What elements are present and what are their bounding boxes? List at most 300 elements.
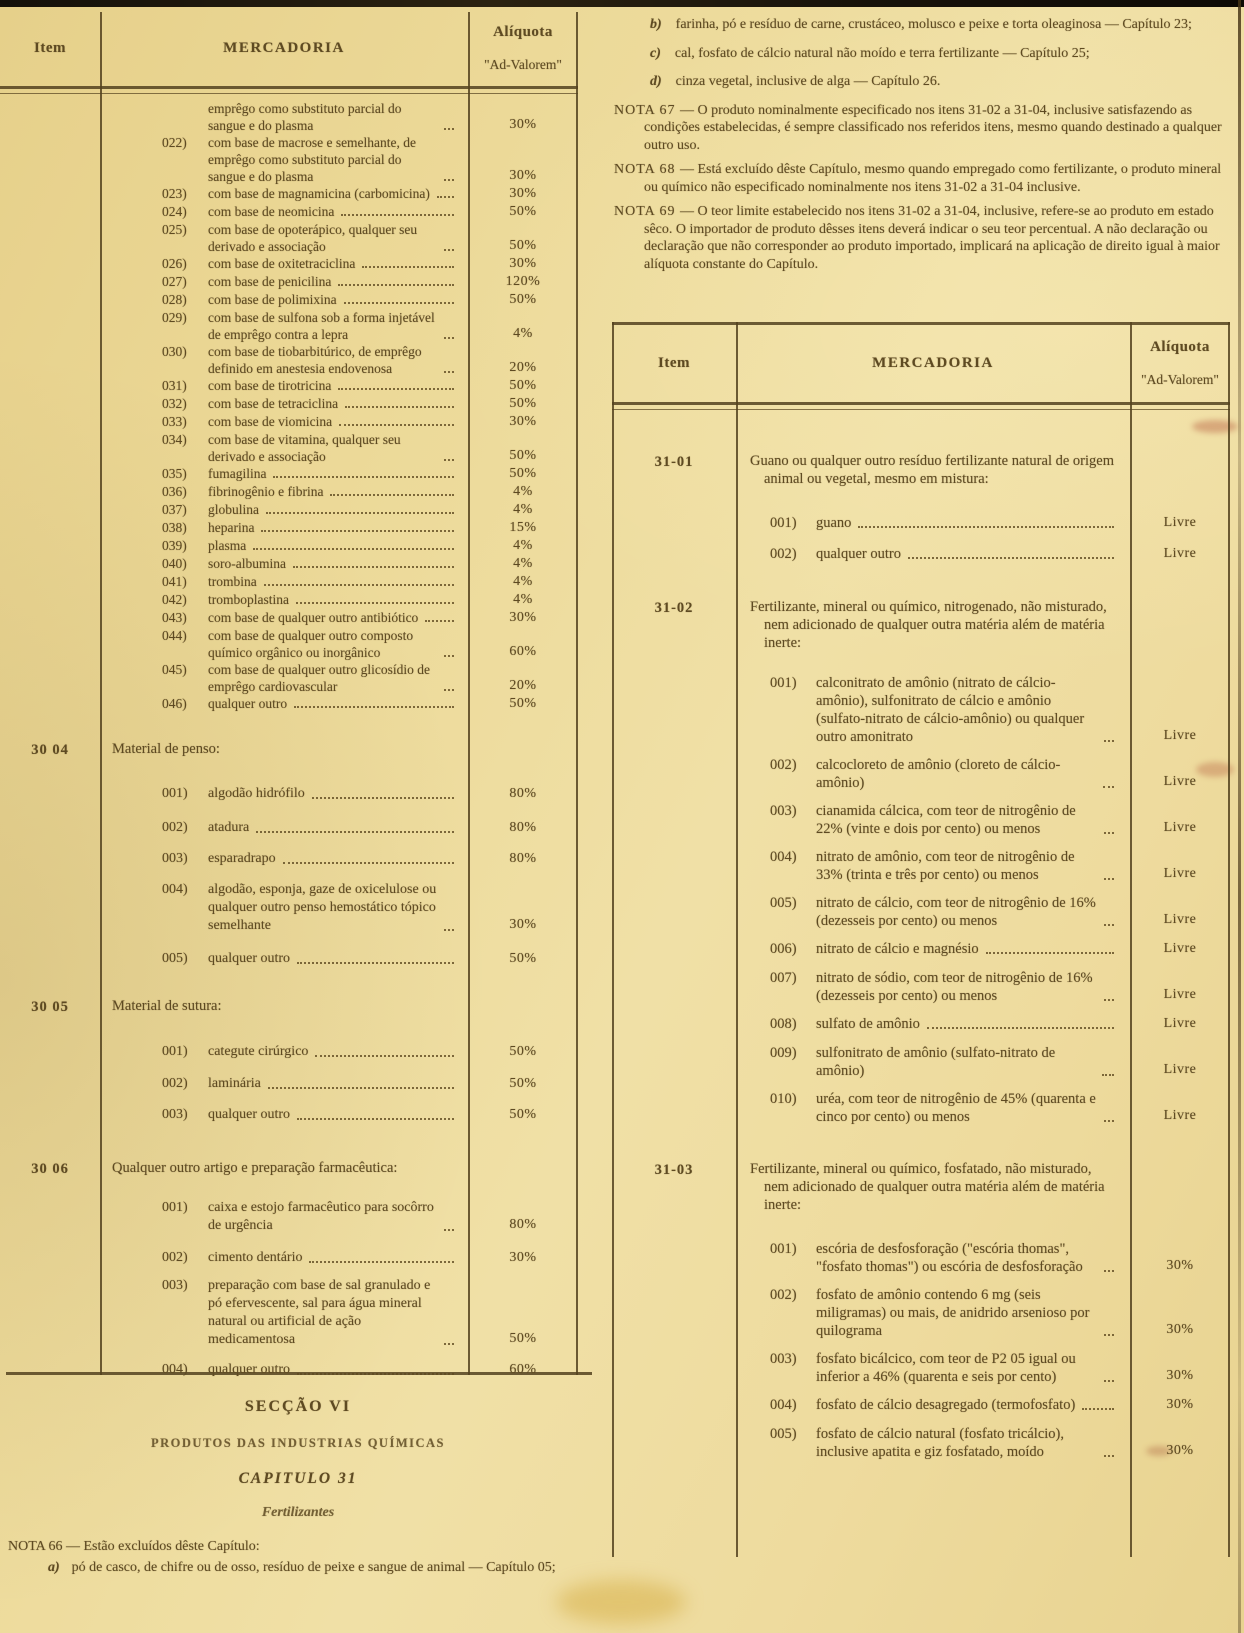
sub-item-text: Material de penso: bbox=[112, 741, 220, 757]
tariff-sub-row bbox=[0, 309, 578, 343]
right-tariff-table bbox=[612, 322, 1230, 1562]
tariff-sub-row bbox=[0, 950, 578, 969]
item-code: 30 04 bbox=[31, 742, 69, 758]
dot-leader bbox=[338, 388, 454, 390]
description-text-wrap bbox=[112, 740, 460, 758]
sub-item-number: 035) bbox=[162, 466, 187, 481]
item-description bbox=[100, 1159, 468, 1178]
sub-item-number: 026) bbox=[162, 256, 187, 271]
note-66-intro bbox=[8, 1537, 596, 1556]
dot-leader bbox=[261, 530, 454, 532]
sub-item-text: com base de sulfona sob a forma injetável de emprêgo contra a lepra bbox=[208, 310, 435, 342]
dot-leader bbox=[444, 655, 454, 657]
description-text-wrap bbox=[112, 1159, 460, 1177]
item-code bbox=[0, 309, 100, 343]
dot-leader bbox=[297, 1118, 454, 1120]
tariff-sub-row bbox=[0, 695, 578, 713]
dot-leader bbox=[1104, 1120, 1114, 1122]
nota-label: NOTA 69 bbox=[614, 204, 680, 219]
sub-item-text: fibrinogênio e fibrina bbox=[208, 484, 324, 499]
description-text-wrap bbox=[208, 221, 460, 255]
sub-item-text: Fertilizante, mineral ou químico, fosfatado, não misturado, nem adicionado de qualquer outra matéria além de matéria inerte: bbox=[750, 1161, 1105, 1213]
item-code bbox=[0, 273, 100, 291]
item-code bbox=[612, 756, 736, 792]
rate-value: 4% bbox=[513, 484, 533, 499]
tariff-sub-row bbox=[612, 674, 1230, 746]
item-description bbox=[736, 1044, 1130, 1080]
description-text-wrap bbox=[816, 894, 1120, 930]
description-text-wrap bbox=[208, 573, 460, 590]
item-description bbox=[100, 591, 468, 609]
tariff-sub-row bbox=[0, 185, 578, 203]
dot-leader bbox=[297, 962, 454, 964]
rate-value: 30% bbox=[1166, 1258, 1194, 1273]
description-text-wrap bbox=[208, 819, 460, 837]
nota-label: NOTA 67 bbox=[614, 102, 680, 118]
item-description bbox=[736, 969, 1130, 1005]
rate-value: 20% bbox=[509, 678, 537, 693]
sub-item-number: 033) bbox=[162, 414, 187, 429]
tariff-sub-row bbox=[0, 255, 578, 273]
item-description bbox=[100, 997, 468, 1016]
item-code bbox=[0, 395, 100, 413]
item-code bbox=[0, 1361, 100, 1380]
rate-value: 50% bbox=[509, 396, 537, 411]
item-code bbox=[0, 1199, 100, 1235]
item-code bbox=[0, 1277, 100, 1349]
sub-item-number: 008) bbox=[770, 1016, 797, 1032]
item-code bbox=[0, 591, 100, 609]
dot-leader bbox=[296, 602, 454, 604]
item-code bbox=[612, 674, 736, 746]
note-text: farinha, pó e resíduo de carne, crustáceo, molusco e peixe e torta oleaginosa — Capítulo 23; bbox=[675, 17, 1192, 32]
rate-value: Livre bbox=[1163, 515, 1197, 530]
rate-value: 50% bbox=[509, 204, 537, 219]
description-text-wrap bbox=[208, 100, 460, 134]
rate-value: Livre bbox=[1163, 866, 1197, 881]
sub-item-text: com base de oxitetraciclina bbox=[208, 256, 356, 271]
sub-item-number: 034) bbox=[162, 432, 187, 447]
chapter-nota bbox=[614, 203, 1230, 273]
description-text-wrap bbox=[816, 514, 1120, 532]
description-text-wrap bbox=[208, 1361, 460, 1379]
description-text-wrap bbox=[208, 273, 460, 290]
description-text-wrap bbox=[816, 1015, 1120, 1033]
description-text-wrap bbox=[208, 501, 460, 518]
sub-item-text: fosfato bicálcico, com teor de P2 05 igual ou inferior a 46% (quarenta e seis por cento) bbox=[816, 1351, 1076, 1385]
tariff-sub-row bbox=[612, 1350, 1230, 1386]
item-description bbox=[100, 431, 468, 465]
item-code bbox=[0, 881, 100, 935]
rate-value: 30% bbox=[1166, 1443, 1194, 1458]
sub-item-number: 037) bbox=[162, 502, 187, 517]
chapter-title: CAPITULO 31 bbox=[238, 1470, 358, 1487]
dot-leader bbox=[1082, 1408, 1114, 1410]
dot-leader bbox=[1104, 1270, 1114, 1272]
dot-leader bbox=[339, 424, 454, 426]
rate-value: 60% bbox=[509, 644, 537, 659]
tariff-sub-row bbox=[612, 969, 1230, 1005]
sub-item-text: emprêgo como substituto parcial do sangue e do plasma bbox=[208, 101, 402, 133]
tariff-sub-row bbox=[612, 848, 1230, 884]
description-text-wrap bbox=[208, 343, 460, 377]
tariff-sub-row bbox=[0, 203, 578, 221]
sub-item-number: 025) bbox=[162, 222, 187, 237]
item-description bbox=[100, 555, 468, 573]
note-66-label: NOTA 66 bbox=[8, 1539, 63, 1554]
sub-item-text: atadura bbox=[208, 820, 250, 835]
sub-item-text: Material de sutura: bbox=[112, 998, 222, 1014]
sub-item-text: com base de tetraciclina bbox=[208, 396, 339, 411]
header-separator-thin bbox=[612, 409, 1230, 410]
tariff-sub-row bbox=[0, 343, 578, 377]
dot-leader bbox=[297, 1373, 454, 1375]
sub-item-text: com base de qualquer outro composto químico orgânico ou inorgânico bbox=[208, 628, 414, 660]
dot-leader bbox=[858, 526, 1114, 528]
sub-item-number: 030) bbox=[162, 344, 187, 359]
sub-item-text: qualquer outro bbox=[208, 696, 288, 711]
rate-value: 50% bbox=[509, 1331, 537, 1346]
rate-value: 50% bbox=[509, 1076, 537, 1091]
dot-leader bbox=[425, 620, 454, 622]
dot-leader bbox=[1104, 878, 1114, 880]
item-description bbox=[100, 881, 468, 935]
tariff-sub-row bbox=[612, 514, 1230, 533]
item-description bbox=[100, 1075, 468, 1094]
note-text: cinza vegetal, inclusive de alga — Capítulo 26. bbox=[675, 74, 941, 89]
sub-item-text: sulfonitrato de amônio (sulfato-nitrato de amônio) bbox=[816, 1045, 1056, 1079]
sub-item-number: 027) bbox=[162, 274, 187, 289]
rate-value bbox=[468, 997, 578, 1016]
note-66-item-a bbox=[8, 1558, 596, 1577]
sub-item-text: qualquer outro bbox=[816, 546, 901, 562]
tariff-sub-row bbox=[0, 483, 578, 501]
item-description bbox=[736, 1350, 1130, 1386]
item-code bbox=[612, 802, 736, 838]
rate-value: 80% bbox=[509, 786, 537, 801]
tariff-sub-row bbox=[612, 802, 1230, 838]
tariff-sub-row bbox=[0, 100, 578, 134]
rate-value: 30% bbox=[1166, 1368, 1194, 1383]
sub-item-text: preparação com base de sal granulado e pó efervescente, sal para água mineral natural ou artificial de ação medicamentosa bbox=[208, 1278, 431, 1347]
tariff-sub-row bbox=[0, 627, 578, 661]
item-description bbox=[100, 377, 468, 395]
rate-value: 15% bbox=[509, 520, 537, 535]
item-code bbox=[0, 134, 100, 185]
sub-item-number: 036) bbox=[162, 484, 187, 499]
item-description bbox=[100, 100, 468, 134]
description-text-wrap bbox=[208, 1075, 460, 1093]
description-text-wrap bbox=[208, 881, 460, 935]
item-description bbox=[736, 1425, 1130, 1461]
item-code bbox=[612, 1240, 736, 1276]
description-text-wrap bbox=[208, 695, 460, 712]
description-text-wrap bbox=[208, 483, 460, 500]
item-description bbox=[100, 740, 468, 759]
item-description bbox=[100, 519, 468, 537]
sub-item-number: 042) bbox=[162, 592, 187, 607]
description-text-wrap bbox=[816, 848, 1120, 884]
item-description bbox=[736, 514, 1130, 533]
rate-value: 30% bbox=[509, 414, 537, 429]
dot-leader bbox=[1104, 740, 1114, 742]
rate-value: 50% bbox=[509, 292, 537, 307]
note-66-item-a-text: pó de casco, de chifre ou de osso, resíduo de peixe e sangue de animal — Capítulo 05; bbox=[71, 1560, 556, 1575]
description-text-wrap bbox=[208, 850, 460, 868]
rate-value: 4% bbox=[513, 592, 533, 607]
item-description bbox=[100, 537, 468, 555]
dot-leader bbox=[444, 249, 454, 251]
sub-item-text: qualquer outro bbox=[208, 951, 291, 966]
description-text-wrap bbox=[208, 1106, 460, 1124]
sub-item-text: caixa e estojo farmacêutico para socôrro de urgência bbox=[208, 1200, 434, 1233]
item-code bbox=[612, 894, 736, 930]
sub-item-number: 044) bbox=[162, 628, 187, 643]
rate-value bbox=[468, 1159, 578, 1178]
sub-item-text: guano bbox=[816, 515, 852, 531]
tariff-item-row bbox=[0, 1159, 578, 1178]
sub-item-text: trombina bbox=[208, 574, 257, 589]
sub-item-number: 003) bbox=[770, 803, 797, 819]
item-description bbox=[100, 255, 468, 273]
dot-leader bbox=[1104, 1334, 1114, 1336]
tariff-sub-row bbox=[0, 273, 578, 291]
description-text-wrap bbox=[816, 1240, 1120, 1276]
left-tariff-table bbox=[0, 10, 578, 1378]
item-description bbox=[100, 343, 468, 377]
item-code bbox=[0, 483, 100, 501]
dot-leader bbox=[437, 196, 454, 198]
description-text-wrap bbox=[208, 395, 460, 412]
sub-item-number: 003) bbox=[162, 851, 188, 866]
sub-item-number: 004) bbox=[162, 882, 188, 897]
dot-leader bbox=[1104, 999, 1114, 1001]
description-text-wrap bbox=[208, 1249, 460, 1267]
item-description bbox=[100, 785, 468, 804]
description-text-wrap bbox=[816, 1286, 1120, 1340]
item-code bbox=[612, 1015, 736, 1034]
sub-item-text: fosfato de amônio contendo 6 mg (seis miligramas) ou mais, de anidrido arsenioso por quilograma bbox=[816, 1287, 1090, 1339]
sub-item-number: 029) bbox=[162, 310, 187, 325]
header-cell-merchandise bbox=[100, 10, 468, 86]
header-cell-merchandise bbox=[736, 325, 1130, 402]
tariff-sub-row bbox=[0, 609, 578, 627]
description-text-wrap bbox=[208, 661, 460, 695]
header-separator bbox=[0, 86, 578, 89]
sub-item-text: qualquer outro bbox=[208, 1362, 291, 1377]
item-code bbox=[612, 969, 736, 1005]
description-text-wrap bbox=[208, 627, 460, 661]
header-cell-item bbox=[0, 10, 100, 86]
tariff-sub-row bbox=[0, 555, 578, 573]
sub-item-text: com base de polimixina bbox=[208, 292, 337, 307]
dot-leader bbox=[344, 302, 454, 304]
sub-item-number: 001) bbox=[162, 1044, 188, 1059]
item-description bbox=[100, 1249, 468, 1268]
sub-item-number: 045) bbox=[162, 662, 187, 677]
item-code bbox=[0, 465, 100, 483]
sub-item-number: 010) bbox=[770, 1091, 797, 1107]
item-description bbox=[736, 598, 1130, 652]
item-description bbox=[100, 950, 468, 969]
item-code bbox=[0, 1249, 100, 1268]
dot-leader bbox=[1104, 1455, 1114, 1457]
sub-item-text: escória de desfosforação ("escória thomas", "fosfato thomas") ou escória de desfosforação bbox=[816, 1241, 1083, 1275]
description-text-wrap bbox=[208, 1043, 460, 1061]
item-code: 31-02 bbox=[654, 600, 694, 616]
note-letter: c) bbox=[650, 45, 661, 61]
item-code bbox=[612, 848, 736, 884]
sub-item-text: com base de tiobarbitúrico, de emprêgo definido em anestesia endovenosa bbox=[208, 344, 422, 376]
item-code bbox=[0, 1106, 100, 1125]
rate-value: 30% bbox=[509, 610, 537, 625]
rate-value: Livre bbox=[1163, 728, 1197, 743]
description-text-wrap bbox=[208, 134, 460, 185]
sub-item-text: plasma bbox=[208, 538, 247, 553]
sub-item-number: 004) bbox=[770, 849, 797, 865]
item-description bbox=[100, 221, 468, 255]
rate-value: 30% bbox=[509, 117, 537, 132]
sub-item-text: algodão, esponja, gaze de oxicelulose ou qualquer outro penso hemostático tópico semelhante bbox=[208, 882, 437, 933]
tariff-sub-row bbox=[612, 1396, 1230, 1415]
dot-leader bbox=[294, 706, 454, 708]
dot-leader bbox=[264, 584, 454, 586]
sub-item-text: esparadrapo bbox=[208, 851, 276, 866]
item-code bbox=[612, 1396, 736, 1415]
item-description bbox=[100, 695, 468, 713]
sub-item-text: tromboplastina bbox=[208, 592, 289, 607]
description-text-wrap bbox=[208, 291, 460, 308]
table-header bbox=[0, 10, 578, 86]
sub-item-text: com base de qualquer outro antibiótico bbox=[208, 610, 419, 625]
item-code bbox=[0, 185, 100, 203]
dot-leader bbox=[444, 929, 454, 931]
sub-item-number: 001) bbox=[770, 515, 797, 531]
rate-value: 50% bbox=[509, 448, 537, 463]
item-description bbox=[100, 573, 468, 591]
dot-leader bbox=[341, 214, 454, 216]
dot-leader bbox=[444, 371, 454, 373]
rate-value bbox=[468, 740, 578, 759]
sub-item-number: 001) bbox=[162, 786, 188, 801]
description-text-wrap bbox=[208, 203, 460, 220]
item-code bbox=[0, 519, 100, 537]
tariff-sub-row bbox=[0, 819, 578, 838]
sub-item-number: 038) bbox=[162, 520, 187, 535]
rate-value: Livre bbox=[1163, 546, 1197, 561]
description-text-wrap bbox=[208, 950, 460, 968]
sub-item-number: 040) bbox=[162, 556, 187, 571]
tariff-sub-row bbox=[0, 395, 578, 413]
description-text-wrap bbox=[816, 674, 1120, 746]
tariff-sub-row bbox=[0, 413, 578, 431]
sub-item-number: 002) bbox=[770, 757, 797, 773]
sub-item-text: nitrato de sódio, com teor de nitrogênio de 16% (dezesseis por cento) ou menos bbox=[816, 970, 1093, 1004]
dot-leader bbox=[293, 566, 454, 568]
sub-item-number: 028) bbox=[162, 292, 187, 307]
item-description bbox=[100, 609, 468, 627]
sub-item-number: 043) bbox=[162, 610, 187, 625]
tariff-sub-row bbox=[612, 894, 1230, 930]
description-text-wrap bbox=[208, 1199, 460, 1235]
tariff-sub-row bbox=[0, 1361, 578, 1380]
sub-item-text: nitrato de amônio, com teor de nitrogênio de 33% (trinta e três por cento) ou menos bbox=[816, 849, 1075, 883]
tariff-sub-row bbox=[0, 1106, 578, 1125]
rate-value: 120% bbox=[505, 274, 541, 289]
tariff-sub-row bbox=[612, 940, 1230, 959]
description-text-wrap bbox=[208, 185, 460, 202]
header-cell-item bbox=[612, 325, 736, 402]
sub-item-text: algodão hidrófilo bbox=[208, 786, 305, 801]
item-code bbox=[0, 377, 100, 395]
item-description bbox=[736, 940, 1130, 959]
description-text-wrap bbox=[816, 756, 1120, 792]
rate-value: 80% bbox=[509, 820, 537, 835]
tariff-sub-row bbox=[0, 591, 578, 609]
description-text-wrap bbox=[816, 1350, 1120, 1386]
tariff-sub-row bbox=[0, 1043, 578, 1062]
description-text-wrap bbox=[816, 940, 1120, 958]
item-code: 30 05 bbox=[31, 999, 69, 1015]
sub-item-number: 039) bbox=[162, 538, 187, 553]
rate-value: 50% bbox=[509, 951, 537, 966]
tariff-item-row bbox=[612, 452, 1230, 488]
item-description bbox=[100, 309, 468, 343]
sub-item-text: calcocloreto de amônio (cloreto de cálcio-amônio) bbox=[816, 757, 1061, 791]
item-description bbox=[100, 1199, 468, 1235]
left-table-body bbox=[0, 100, 578, 1380]
rate-value: Livre bbox=[1163, 1062, 1197, 1077]
description-text-wrap bbox=[816, 1396, 1120, 1414]
chapter-nota bbox=[614, 161, 1230, 196]
item-code bbox=[0, 661, 100, 695]
sub-item-text: com base de neomicina bbox=[208, 204, 335, 219]
item-description bbox=[100, 1277, 468, 1349]
dot-leader bbox=[315, 1055, 454, 1057]
rate-value: 50% bbox=[509, 466, 537, 481]
rate-value: Livre bbox=[1163, 912, 1197, 927]
dot-leader bbox=[1104, 924, 1114, 926]
scan-top-edge bbox=[0, 0, 1244, 7]
dot-leader bbox=[338, 284, 454, 286]
description-text-wrap bbox=[816, 1090, 1120, 1126]
description-text-wrap bbox=[208, 413, 460, 430]
header-rate-sublabel: "Ad-Valorem" bbox=[484, 57, 562, 72]
sub-item-text: nitrato de cálcio e magnésio bbox=[816, 941, 979, 957]
header-rate-label: Alíquota bbox=[1150, 339, 1210, 355]
sub-item-number: 002) bbox=[162, 1076, 188, 1091]
item-code bbox=[612, 1286, 736, 1340]
dot-leader bbox=[253, 548, 454, 550]
item-description bbox=[736, 674, 1130, 746]
note-letter: b) bbox=[650, 17, 662, 32]
tariff-item-row bbox=[612, 598, 1230, 652]
description-text-wrap bbox=[816, 1044, 1120, 1080]
sub-item-number: 001) bbox=[162, 1200, 188, 1215]
note-text: cal, fosfato de cálcio natural não moído e terra fertilizante — Capítulo 25; bbox=[674, 45, 1090, 61]
header-cell-rate bbox=[1130, 325, 1230, 402]
sub-item-number: 041) bbox=[162, 574, 187, 589]
item-description bbox=[100, 395, 468, 413]
description-text-wrap bbox=[208, 1277, 460, 1349]
item-code bbox=[0, 695, 100, 713]
sub-item-number: 046) bbox=[162, 696, 187, 711]
sub-item-text: com base de vitamina, qualquer seu derivado e associação bbox=[208, 432, 401, 464]
item-description bbox=[100, 850, 468, 869]
dot-leader bbox=[908, 557, 1114, 559]
sub-item-number: 003) bbox=[770, 1351, 797, 1367]
section-subtitle: PRODUTOS DAS INDUSTRIAS QUÍMICAS bbox=[151, 1436, 445, 1450]
